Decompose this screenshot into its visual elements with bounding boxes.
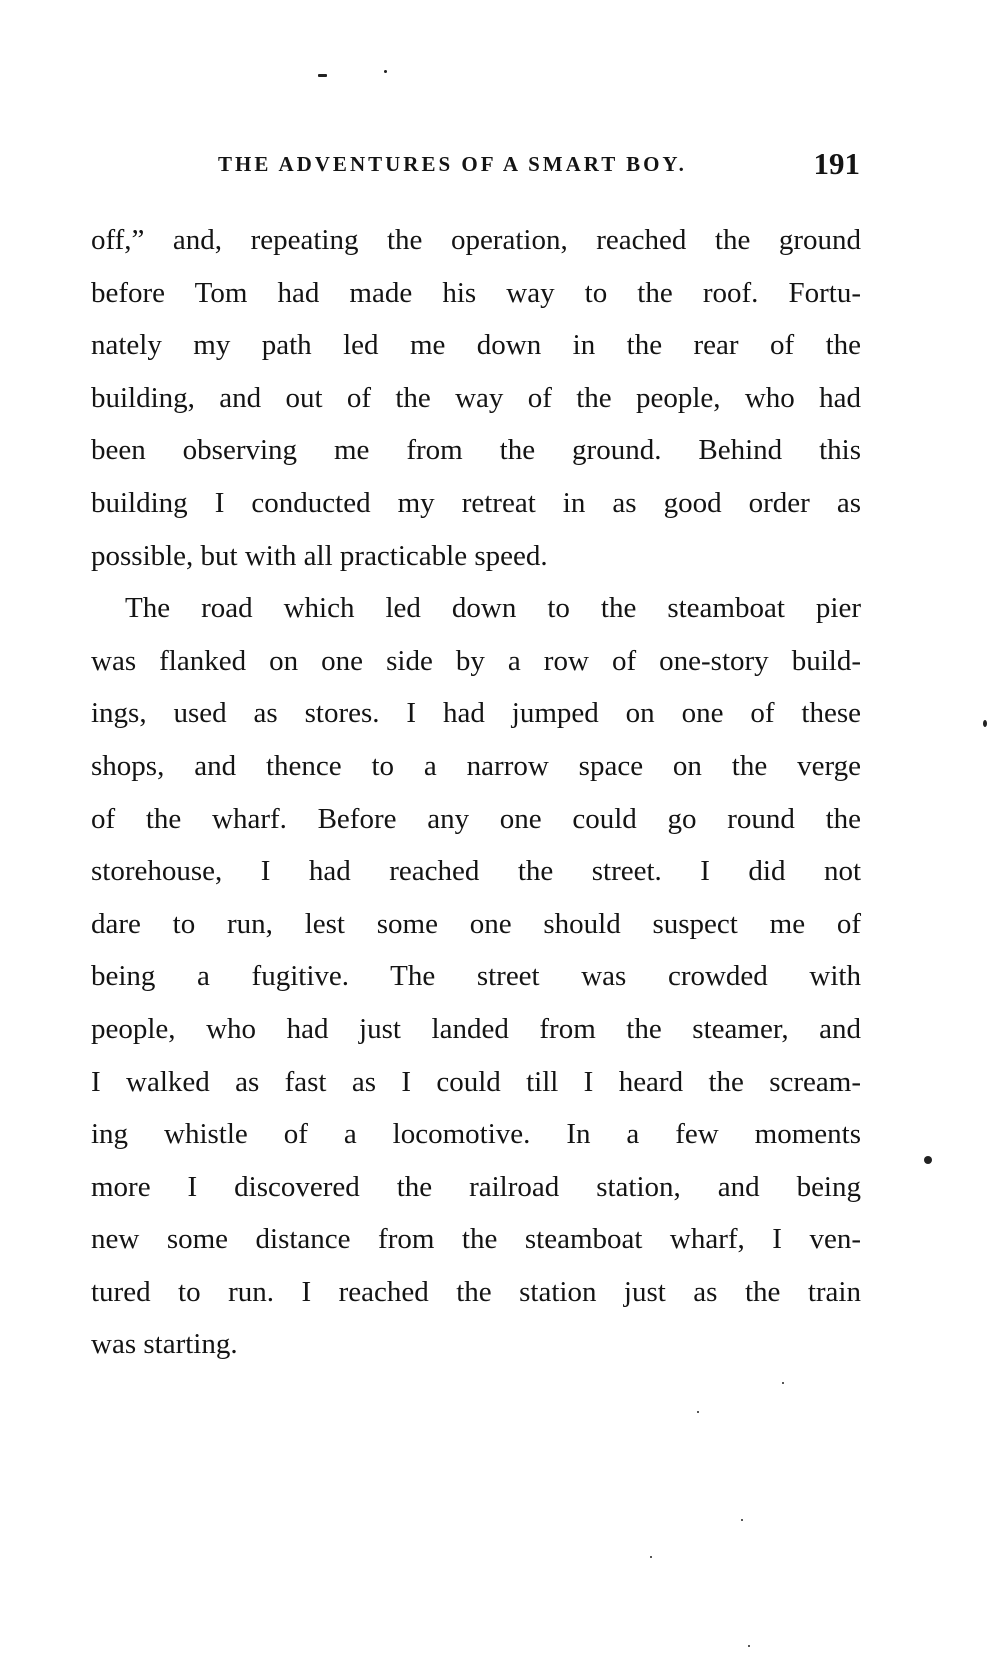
text-line: been observing me from the ground. Behind this: [91, 434, 861, 467]
text-line: nately my path led me down in the rear of the: [91, 329, 861, 362]
speck: [384, 70, 387, 73]
speck: [697, 1411, 699, 1413]
speck: [983, 720, 987, 727]
speck: [748, 1645, 750, 1647]
text-line: ing whistle of a locomotive. In a few moments: [91, 1118, 861, 1151]
text-line: possible, but with all practicable speed.: [91, 539, 548, 572]
body-text: [91, 214, 861, 1371]
speck: [741, 1519, 743, 1521]
text-line: being a fugitive. The street was crowded with: [91, 960, 861, 993]
text-line: new some distance from the steamboat wharf, I ven-: [91, 1223, 861, 1256]
text-line: The road which led down to the steamboat pier: [125, 592, 861, 625]
ink-dot: [924, 1156, 932, 1164]
text-line: of the wharf. Before any one could go round the: [91, 802, 861, 835]
text-line: ings, used as stores. I had jumped on one of these: [91, 697, 861, 730]
running-title: THE ADVENTURES OF A SMART BOY.: [218, 152, 687, 176]
text-line: was starting.: [91, 1328, 238, 1361]
speck: [782, 1382, 784, 1384]
text-line: before Tom had made his way to the roof. Fortu-: [91, 276, 861, 309]
text-line: tured to run. I reached the station just as the train: [91, 1275, 861, 1308]
text-line: off,” and, repeating the operation, reached the ground: [91, 224, 861, 256]
text-line: dare to run, lest some one should suspect me of: [91, 907, 861, 940]
text-line: building, and out of the way of the people, who had: [91, 381, 861, 414]
text-line: building I conducted my retreat in as good order as: [91, 486, 861, 519]
paragraph-2: [91, 582, 861, 1371]
speck: [650, 1556, 652, 1558]
text-line: I walked as fast as I could till I heard the scream-: [91, 1065, 861, 1098]
text-line: storehouse, I had reached the street. I did not: [91, 855, 861, 888]
specks-top: [318, 74, 327, 77]
text-line: people, who had just landed from the steamer, and: [91, 1012, 861, 1045]
page-number: 191: [813, 146, 860, 181]
running-head: [88, 146, 860, 186]
paragraph-1: [91, 214, 861, 582]
text-line: was flanked on one side by a row of one-story build-: [91, 644, 861, 677]
text-line: shops, and thence to a narrow space on the verge: [91, 749, 861, 782]
text-line: more I discovered the railroad station, and being: [91, 1170, 861, 1203]
